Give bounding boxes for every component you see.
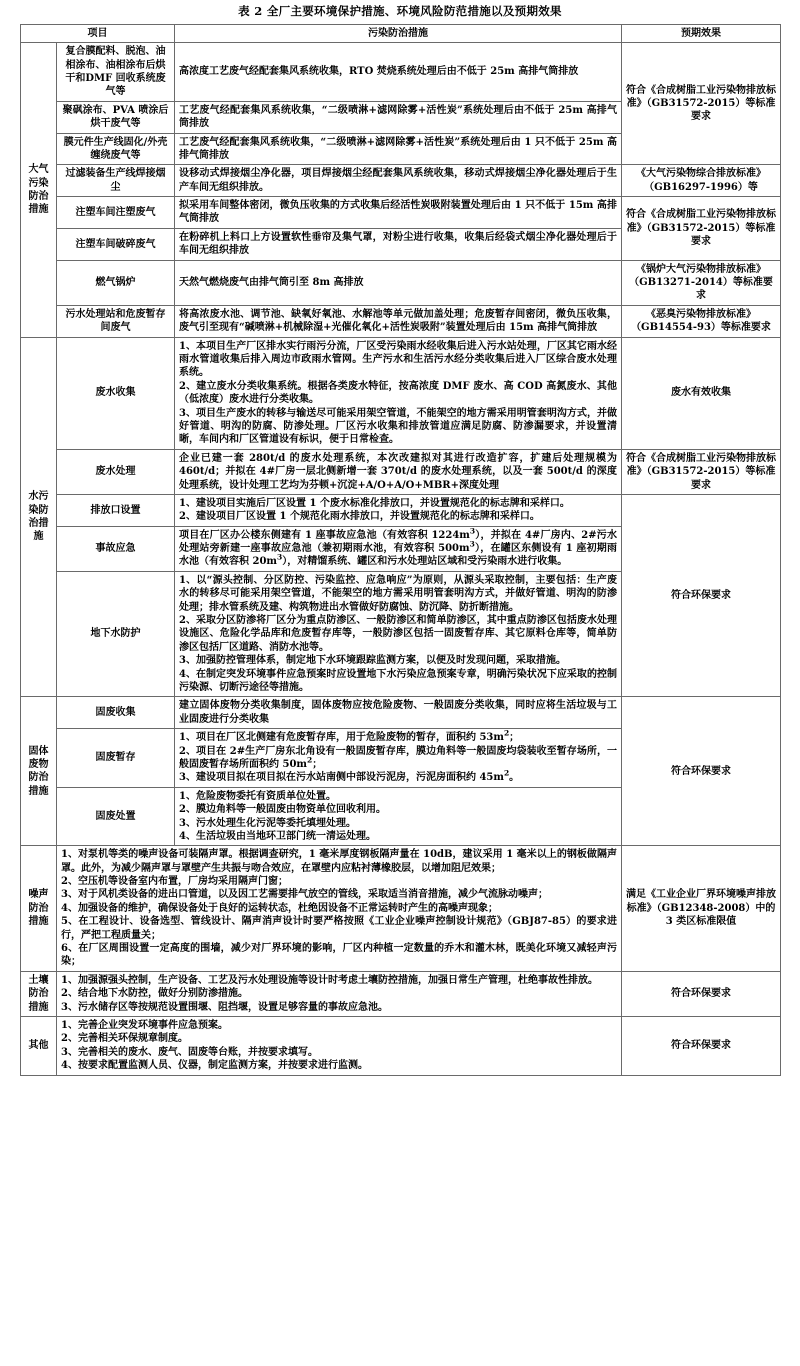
measure-cell: 1、本项目生产厂区排水实行雨污分流，厂区受污染雨水经收集后进入污水站处理，厂区其它雨水经雨水管道收集后排入周边市政雨水管网。生产污水和生活污水经分类收集后进入厂区综合废水处理系统。 2、建立废水分类收集系统。根据各类废水特征，按高浓度 DMF 废水、高 COD 高氮废水、其他（低浓度）废水进行分类收集。 3、项目生产废水的转移与输送尽可能采用架空管道，不能架空的地方需采用明管套明沟方式，并做好管道、明沟的防腐、防渗处理。厂区污水收集和排放管道应满足防腐、防渗漏要求，并设置清晰，车间内和厂区管道设有标识，便于日常检查。 [175,337,622,449]
measure-cell: 工艺废气经配套集风系统收集，“二级喷淋+滤网除雾+活性炭”系统处理后由 1 只不低于 25m 高排气筒排放 [175,133,622,165]
effect-cell: 《大气污染物综合排放标准》（GB16297-1996）等 [622,165,781,197]
table-header [21,24,781,42]
effect-cell: 符合环保要求 [622,1016,781,1075]
effect-cell: 符合《合成树脂工业污染物排放标准》（GB31572-2015）等标准要求 [622,43,781,165]
category-cell: 水污染防治措施 [21,337,57,697]
subcategory-cell: 废水处理 [57,449,175,494]
measure-cell: 高浓度工艺废气经配套集风系统收集，RTO 焚烧系统处理后由不低于 25m 高排气筒排放 [175,43,622,102]
measure-cell: 工艺废气经配套集风系统收集，“二级喷淋+滤网除雾+活性炭”系统处理后由不低于 25m 高排气筒排放 [175,101,622,133]
subcategory-cell: 排放口设置 [57,494,175,526]
measure-cell: 在粉碎机上料口上方设置软性垂帘及集气罩，对粉尘进行收集，收集后经袋式烟尘净化器处理后于车间无组织排放 [175,228,622,260]
table-body [21,43,781,1075]
subcategory-cell: 废水收集 [57,337,175,449]
category-cell: 其他 [21,1016,57,1075]
subcategory-cell: 复合膜配料、脱泡、油相涂布、油相涂布后烘干和DMF 回收系统废气等 [57,43,175,102]
measure-cell: 1、以“源头控制、分区防控、污染监控、应急响应”为原则，从源头采取控制，主要包括：生产废水的转移尽可能采用架空管道，不能架空的地方需采用明管套明沟方式，并做好管道、明沟的防渗处理；排水管系统及建、构筑物进出水管做好防腐蚀、防沉降、防折断措施。 2、采取分区防渗将厂区分为重点防渗区、一般防渗区和简单防渗区，其中重点防渗区包括废水处理设施区、危险化学品库和危废暂存库等，一般防渗区包括一固废暂存库、其它原料仓库等，简单防渗区包括厂区道路、消防水池等。 3、加强防控管理体系，制定地下水环境跟踪监测方案，以便及时发现问题，采取措施。 4、在制定突发环境事件应急预案时应设置地下水污染应急预案专章，明确污染状况下应采取的控制污染源、切断污途径等措施。 [175,571,622,697]
measure-cell: 1、危险废物委托有资质单位处置。 2、膜边角料等一般固废由物资单位回收利用。 3、污水处理生化污泥等委托填埋处理。 4、生活垃圾由当地环卫部门统一清运处理。 [175,787,622,846]
subcategory-cell: 注塑车间破碎废气 [57,228,175,260]
table-row [21,337,781,449]
subcategory-cell: 膜元件生产线固化/外壳缠绕废气等 [57,133,175,165]
table-row [21,1016,781,1075]
measure-cell: 1、加强源强头控制，生产设备、工艺及污水处理设施等设计时考虑土壤防控措施，加强日常生产管理，杜绝事故性排放。 2、结合地下水防控，做好分别防渗措施。 3、污水储存区等按规范设置围堰、阻挡堰，设置足够容量的事故应急池。 [57,971,622,1016]
category-cell: 土壤防治措施 [21,971,57,1016]
table-row [21,449,781,494]
effect-cell: 符合《合成树脂工业污染物排放标准》（GB31572-2015）等标准要求 [622,197,781,261]
page-title: 表 2 全厂主要环境保护措施、环境风险防范措施以及预期效果 [238,4,562,18]
table-row [21,43,781,102]
table-row [21,165,781,197]
table-row [21,494,781,526]
table-row [21,260,781,305]
table-row [21,971,781,1016]
category-cell: 噪声防治措施 [21,846,57,972]
subcategory-cell: 固废收集 [57,697,175,729]
measure-cell: 企业已建一套 280t/d 的废水处理系统，本次改建拟对其进行改造扩容，扩建后处理规模为 460t/d；并拟在 4#厂房一层北侧新增一套 370t/d 的废水处理系统，以及一套 500t/d 的深度处理系统，设计处理工艺均为芬顿+沉淀+A/O+A/O+MBR+深度处理 [175,449,622,494]
effect-cell: 符合环保要求 [622,971,781,1016]
effect-cell: 《锅炉大气污染物排放标准》（GB13271-2014）等标准要求 [622,260,781,305]
effect-cell: 废水有效收集 [622,337,781,449]
measure-cell: 1、项目在厂区北侧建有危废暂存库，用于危险废物的暂存，面积约 $53m^2$； 2、项目在 2#生产厂房东北角设有一般固废暂存库，膜边角料等一般固废均袋装收至暂存场所，一般固废暂存场所面积约 $50m^2$； 3、建设项目拟在项目拟在污水站南侧中部设污泥房，污泥房面积约 $45m^2$。 [175,729,622,788]
effect-cell: 《恶臭污染物排放标准》（GB14554-93）等标准要求 [622,305,781,337]
measure-cell: 1、对泵机等类的噪声设备可装隔声罩。根据调查研究，1 毫米厚度钢板隔声量在 10dB，建议采用 1 毫米以上的钢板做隔声罩。此外，为减少隔声罩与罩壁产生共振与吻合效应，在罩壁内应粘衬薄橡胶层，以增加阻尼效果； 2、空压机等设备室内布置，厂房均采用隔声门窗； 3、对于风机类设备的进出口管道，以及因工艺需要排气放空的管线，采取适当消音措施，减少气流脉动噪声； 4、加强设备的维护，确保设备处于良好的运转状态，杜绝因设备不正常运转时产生的高噪声现象； 5、在工程设计、设备选型、管线设计、隔声消声设计时要严格按照《工业企业噪声控制设计规范》（GBJ87-85）的要求进行，严把工程质量关； 6、在厂区周围设置一定高度的围墙，减少对厂界环境的影响，厂区内种植一定数量的乔木和灌木林，既美化环境又减轻声污染； [57,846,622,972]
measure-cell: 1、建设项目实施后厂区设置 1 个废水标准化排放口，并设置规范化的标志牌和采样口。 2、建设项目厂区设置 1 个规范化雨水排放口，并设置规范化的标志牌和采样口。 [175,494,622,526]
header-effect: 预期效果 [622,24,781,42]
measure-cell: 天然气燃烧废气由排气筒引至 8m 高排放 [175,260,622,305]
subcategory-cell: 固废暂存 [57,729,175,788]
table-row [21,305,781,337]
table-row [21,697,781,729]
measure-cell: 设移动式焊接烟尘净化器，项目焊接烟尘经配套集风系统收集，移动式焊接烟尘净化器处理后于生产车间无组织排放。 [175,165,622,197]
header-measures: 污染防治措施 [175,24,622,42]
subcategory-cell: 事故应急 [57,526,175,571]
subcategory-cell: 聚砜涂布、PVA 喷涂后烘干废气等 [57,101,175,133]
effect-cell: 符合环保要求 [622,697,781,846]
environmental-measures-table [20,24,781,1076]
subcategory-cell: 燃气锅炉 [57,260,175,305]
effect-cell: 符合环保要求 [622,494,781,696]
measure-cell: 项目在厂区办公楼东侧建有 1 座事故应急池（有效容积 $1224m^3$），并拟在 4#厂房内、2#污水处理站旁新建一座事故应急池（兼初期雨水池，有效容积 $500m^3$），在罐区东侧设有 1 座初期雨水池（有效容积 $20m^3$），对精馏系统、罐区和污水处理站区域和受污染雨水进行收集。 [175,526,622,571]
measure-cell: 建立固体废物分类收集制度，固体废物应按危险废物、一般固废分类收集，同时应将生活垃圾与工业固废进行分类收集 [175,697,622,729]
subcategory-cell: 地下水防护 [57,571,175,697]
subcategory-cell: 固废处置 [57,787,175,846]
subcategory-cell: 注塑车间注塑废气 [57,197,175,229]
table-row [21,846,781,972]
measure-cell: 将高浓废水池、调节池、缺氧好氧池、水解池等单元做加盖处理；危废暂存间密闭，微负压收集，废气引至现有“碱喷淋+机械除湿+光催化氧化+活性炭吸附”装置处理后由 15m 高排气筒排放 [175,305,622,337]
effect-cell: 满足《工业企业厂界环境噪声排放标准》（GB12348-2008）中的 3 类区标准限值 [622,846,781,972]
subcategory-cell: 污水处理站和危废暂存间废气 [57,305,175,337]
effect-cell: 符合《合成树脂工业污染物排放标准》（GB31572-2015）等标准要求 [622,449,781,494]
category-cell: 固体废物防治措施 [21,697,57,846]
category-cell: 大气污染防治措施 [21,43,57,337]
measure-cell: 拟采用车间整体密闭，微负压收集的方式收集后经活性炭吸附装置处理后由 1 只不低于 15m 高排气筒排放 [175,197,622,229]
table-row [21,197,781,229]
measure-cell: 1、完善企业突发环境事件应急预案。 2、完善相关环保规章制度。 3、完善相关的废水、废气、固废等台账，并按要求填写。 4、按要求配置监测人员、仪器，制定监测方案，并按要求进行监测。 [57,1016,622,1075]
subcategory-cell: 过滤装备生产线焊接烟尘 [57,165,175,197]
table-header-row [21,24,781,42]
header-category: 项目 [21,24,175,42]
